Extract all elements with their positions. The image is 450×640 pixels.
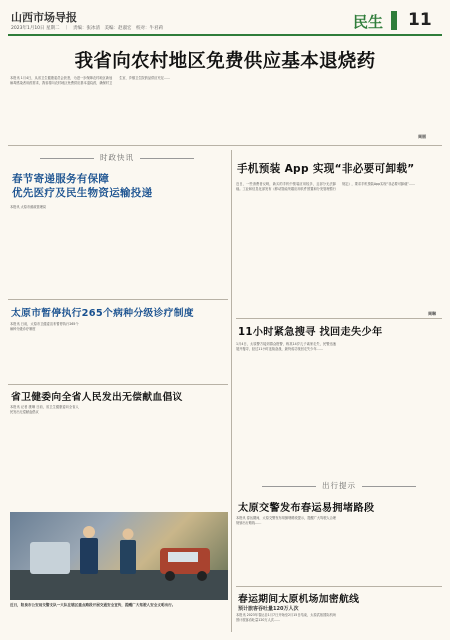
divider <box>8 384 228 385</box>
transport-body: 本报讯 春运期间，太原交警发布易拥堵路段提示，提醒广大驾驶人合理规划出行路线…… <box>236 516 336 525</box>
airport-body: 本报讯 2023年春运自1月7日开始至2月15日结束，太原武宿国际机场预计旅客吞吐量120万人次…… <box>236 613 336 622</box>
app-headline: 手机预装 App 实现“非必要可卸载” <box>237 163 415 175</box>
masthead-rule <box>8 34 442 36</box>
spring-headline: 春节寄递服务有保障 优先医疗及民生物资运输投递 <box>12 173 153 199</box>
section-bar <box>391 11 397 30</box>
freight-body: 本报讯 日前，太原市卫健委宣布暂停执行265个病种分级诊疗制度 <box>10 322 79 331</box>
airport-subhead: 预计旅客吞吐量120万人次 <box>238 606 299 612</box>
page-number: 11 <box>408 10 432 30</box>
emergency-body: 1月4日，太原警方接到群众报警，称其14岁儿子离家走失，民警迅速展开搜寻，经过11小时连续奋战，最终成功找回走失少年…… <box>236 342 336 351</box>
divider <box>8 145 442 146</box>
section-header-travel: 出行提示 <box>236 480 442 491</box>
column-separator <box>231 150 232 632</box>
donation-body: 本报讯 记者 康琳 日前，省卫生健康委向全省人民发出无偿献血倡议 <box>10 405 79 414</box>
donation-headline: 省卫健委向全省人民发出无偿献血倡议 <box>11 392 183 403</box>
spring-body: 本报讯 太原市邮政管理局 <box>10 205 47 209</box>
lead-headline: 我省向农村地区免费供应基本退烧药 <box>74 51 376 72</box>
emergency-headline: 11小时紧急搜寻 找回走失少年 <box>238 327 383 338</box>
section-header-news: 时政快讯 <box>8 152 226 163</box>
divider <box>8 299 228 300</box>
freight-headline: 太原市暂停执行265个病种分级诊疗制度 <box>11 308 194 319</box>
transport-headline: 太原交警发布春运易拥堵路段 <box>238 503 375 514</box>
divider <box>236 586 442 587</box>
lead-byline: 周丽 <box>418 134 426 139</box>
traffic-scene-illustration <box>10 512 228 600</box>
masthead-issue-line: 2023年1月10日 星期二 ｜ 责编：张冰清 美编：赵淑宏 校对：牛君莉 <box>11 26 163 31</box>
airport-headline: 春运期间太原机场加密航线 <box>238 594 360 605</box>
lead-body: 本报讯 1月4日，从省卫生健康委员会获悉，为进一步保障农村地区新冠病毒感染者用药需求，我省将向农村地区免费供应基本退烧药，确保村卫生室、乡镇卫生院药品供应充足…… <box>10 76 171 85</box>
section-name: 民生 <box>353 13 384 31</box>
app-byline: 周琳 <box>428 311 436 316</box>
masthead-paper-name: 山西市场导报 <box>11 11 77 24</box>
photo-caption: 近日，阳泉市公安局交警支队一大队在辖区重点路段开展交通安全宣传，提醒广大驾驶人安全文明出行。 <box>10 603 176 607</box>
divider <box>236 318 442 319</box>
app-body: 近日，一些消费者反映，新买的手机中预装应用较多，且部分无法卸载。工业和信息化部发布《移动智能终端应用软件预置和分发管理暂行规定》，要求手机预装App实现“非必要可卸载”…… <box>236 182 416 191</box>
news-photo <box>10 512 228 600</box>
